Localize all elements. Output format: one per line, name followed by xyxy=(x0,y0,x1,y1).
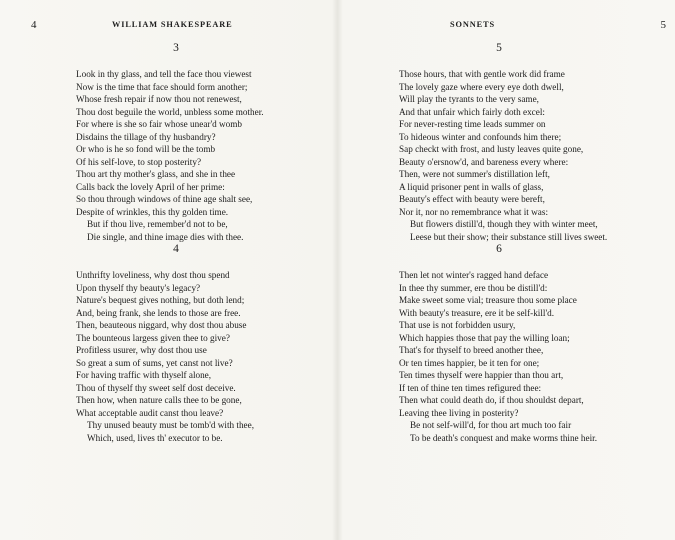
sonnet-4 xyxy=(76,241,376,444)
verse-line: Then, beauteous niggard, why dost thou abuse xyxy=(76,320,247,330)
verse-line: Thou art thy mother's glass, and she in thee xyxy=(76,169,236,179)
verse-line: Those hours, that with gentle work did frame xyxy=(399,69,565,79)
verse-line: Which happies those that pay the willing loan; xyxy=(399,332,570,343)
sonnet-number: 5 xyxy=(496,42,502,54)
verse-line: Of his self-love, to stop posterity? xyxy=(76,156,202,167)
right-running-title: SONNETS xyxy=(450,20,496,29)
left-running-head xyxy=(0,18,337,32)
verse-line: Now is the time that face should form another; xyxy=(76,81,248,92)
sonnet-number: 4 xyxy=(173,243,179,255)
verse-line: A liquid prisoner pent in walls of glass, xyxy=(399,181,544,192)
verse-line: Leaving thee living in posterity? xyxy=(399,407,519,418)
couplet-line: But flowers distill'd, though they with winter meet, xyxy=(410,219,598,229)
verse-line: Then, were not summer's distillation left, xyxy=(399,169,550,179)
verse-line: Nature's bequest gives nothing, but doth lend; xyxy=(76,295,245,305)
verse-line: And that unfair which fairly doth excel: xyxy=(399,106,545,117)
verse-line: Will play the tyrants to the very same, xyxy=(399,94,539,104)
verse-line: So thou through windows of thine age shalt see, xyxy=(76,194,253,204)
couplet-line: Which, used, lives th' executor to be. xyxy=(87,432,223,443)
verse-line: Disdains the tillage of thy husbandry? xyxy=(76,131,216,142)
sonnet-6 xyxy=(399,241,675,444)
couplet-line: Leese but their show; their substance still lives sweet. xyxy=(410,231,608,242)
verse-line: Beauty's effect with beauty were bereft, xyxy=(399,194,545,204)
verse-line: Calls back the lovely April of her prime: xyxy=(76,181,225,192)
verse-line: Sap checkt with frost, and lusty leaves quite gone, xyxy=(399,144,584,154)
verse-line: That's for thyself to breed another thee, xyxy=(399,345,544,355)
verse-line: If ten of thine ten times refigured thee: xyxy=(399,382,542,393)
verse-line: In thee thy summer, ere thou be distill'd: xyxy=(399,282,548,293)
verse-line: Beauty o'ersnow'd, and bareness every where: xyxy=(399,156,569,167)
verse-line: Despite of wrinkles, this thy golden time. xyxy=(76,206,229,217)
verse-line: Then let not winter's ragged hand deface xyxy=(399,270,549,280)
sonnet-lines xyxy=(76,269,376,444)
verse-line: Thou of thyself thy sweet self dost deceive. xyxy=(76,382,236,393)
sonnet-number: 3 xyxy=(173,42,179,54)
left-page-number: 4 xyxy=(31,19,37,31)
verse-line: Then how, when nature calls thee to be gone, xyxy=(76,395,242,405)
verse-line: To hideous winter and confounds him there; xyxy=(399,131,562,142)
verse-line: Unthrifty loveliness, why dost thou spend xyxy=(76,270,230,280)
couplet-line: Be not self-will'd, for thou art much too fair xyxy=(410,420,572,430)
couplet-line: To be death's conquest and make worms thine heir. xyxy=(410,432,598,443)
verse-line: That use is not forbidden usury, xyxy=(399,320,516,330)
right-running-head xyxy=(338,18,675,32)
sonnet-5 xyxy=(399,40,675,243)
verse-line: Whose fresh repair if now thou not renewest, xyxy=(76,94,242,104)
verse-line: Nor it, nor no remembrance what it was: xyxy=(399,206,548,217)
verse-line: For where is she so fair whose unear'd womb xyxy=(76,119,242,129)
verse-line: With beauty's treasure, ere it be self-kill'd. xyxy=(399,307,554,318)
verse-line: Or ten times happier, be it ten for one; xyxy=(399,357,540,368)
right-page xyxy=(338,0,675,540)
sonnet-lines xyxy=(399,269,675,444)
left-running-title: WILLIAM SHAKESPEARE xyxy=(112,20,233,29)
verse-line: Ten times thyself were happier than thou art, xyxy=(399,370,564,380)
sonnet-number: 6 xyxy=(496,243,502,255)
verse-line: The lovely gaze where every eye doth dwell, xyxy=(399,81,564,92)
couplet-line: Thy unused beauty must be tomb'd with thee, xyxy=(87,420,255,430)
couplet-line: But if thou live, remember'd not to be, xyxy=(87,219,228,229)
verse-line: Make sweet some vial; treasure thou some place xyxy=(399,295,577,305)
verse-line: Look in thy glass, and tell the face thou viewest xyxy=(76,69,252,79)
sonnet-lines xyxy=(399,68,675,243)
couplet-line: Die single, and thine image dies with thee. xyxy=(87,231,244,242)
verse-line: Or who is he so fond will be the tomb xyxy=(76,144,216,154)
verse-line: For having traffic with thyself alone, xyxy=(76,370,212,380)
sonnet-lines xyxy=(76,68,376,243)
verse-line: And, being frank, she lends to those are free. xyxy=(76,307,241,318)
verse-line: So great a sum of sums, yet canst not live? xyxy=(76,357,233,368)
verse-line: For never-resting time leads summer on xyxy=(399,119,546,129)
verse-line: Profitless usurer, why dost thou use xyxy=(76,345,207,355)
verse-line: The bounteous largess given thee to give? xyxy=(76,332,230,343)
verse-line: Thou dost beguile the world, unbless some mother. xyxy=(76,106,264,117)
sonnet-3 xyxy=(76,40,376,243)
verse-line: Upon thyself thy beauty's legacy? xyxy=(76,282,201,293)
left-page xyxy=(0,0,337,540)
verse-line: What acceptable audit canst thou leave? xyxy=(76,407,224,418)
right-page-number: 5 xyxy=(660,19,666,31)
verse-line: Then what could death do, if thou shouldst depart, xyxy=(399,395,584,405)
